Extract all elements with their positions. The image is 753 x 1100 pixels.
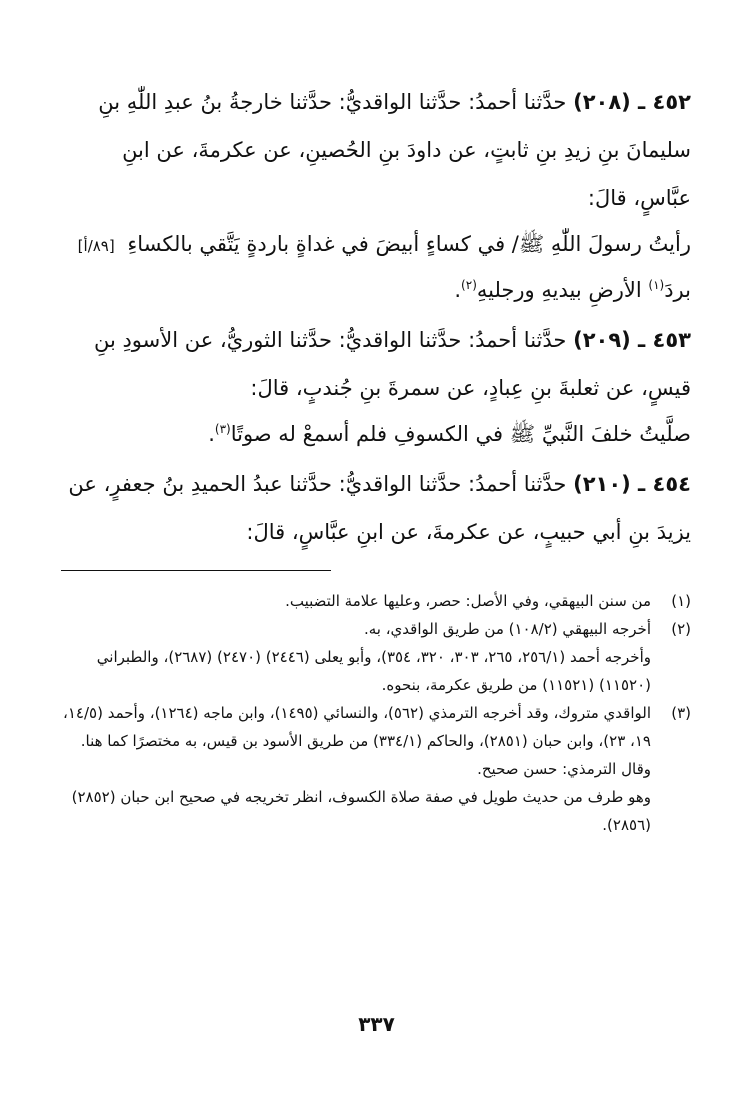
footnote-1 (61, 587, 691, 615)
isnad-text: حدَّثنا أحمدُ: حدَّثنا الواقديُّ: حدَّثنا عبدُ الحميدِ بنُ جعفرٍ، عن يزيدَ بنِ أبي حبيبٍ، عن عكرمةَ، عن ابنِ عبَّاسٍ، قالَ: (68, 472, 691, 544)
footnote-number: (٢) (671, 620, 691, 638)
footnote-2-cont: وأخرجه أحمد (٢٥٦/١، ٢٦٥، ٣٠٣، ٣٢٠، ٣٥٤)، وأبو يعلى (٢٤٤٦) (٢٤٧٠) (٢٦٨٧)، والطبراني (١١٥٢٠) (١١٥٢١) من طريق عكرمة، بنحوه. (96, 648, 651, 694)
matn-text: صلَّيتُ خلفَ النَّبيِّ ﷺ في الكسوفِ فلم أسمعْ له صوتًا (230, 422, 691, 446)
hadith-453-isnad (61, 316, 691, 412)
end-mark: . (454, 278, 462, 302)
footnote-text: من سنن البيهقي، وفي الأصل: حصر، وعليها علامة التضبيب. (285, 592, 651, 610)
page-number: ٣٣٧ (358, 1012, 395, 1036)
hadith-453-matn (61, 412, 691, 456)
footnote-ref: (١) (648, 278, 665, 292)
footnote-number: (٣) (671, 704, 691, 722)
isnad-text: حدَّثنا أحمدُ: حدَّثنا الواقديُّ: حدَّثنا خارجةُ بنُ عبدِ اللّٰهِ بنِ سليمانَ بنِ زيدِ بنِ ثابتٍ، عن داودَ بنِ الحُصينِ، عن عكرمةَ، عن ابنِ عبَّاسٍ، قالَ: (98, 90, 691, 210)
end-mark: . (208, 422, 215, 446)
isnad-text: حدَّثنا أحمدُ: حدَّثنا الواقديُّ: حدَّثنا الثوريُّ، عن الأسودِ بنِ قيسٍ، عن ثعلبةَ بنِ عِبادٍ، عن سمرةَ بنِ جُندبٍ، قالَ: (93, 328, 691, 400)
hadith-number: ٤٥٤ ـ (٢١٠) (573, 472, 691, 496)
footnote-3-cont: وهو طرف من حديث طويل في صفة صلاة الكسوف، انظر تخريجه في صحيح ابن حبان (٢٨٥٢) (٢٨٥٦). (71, 788, 651, 834)
folio-marker: [٨٩/أ] (77, 237, 115, 255)
matn-text: رأيتُ رسولَ اللّٰهِ ﷺ/ في كساءٍ أبيضَ في غداةٍ باردةٍ يَتَّقي بالكساءِ (127, 232, 691, 256)
matn-text: الأرضِ بيديهِ ورجليهِ (476, 278, 642, 302)
footnote-3 (61, 699, 691, 783)
footnote-text: الواقدي متروك، وقد أخرجه الترمذي (٥٦٢)، والنسائي (١٤٩٥)، وابن ماجه (١٢٦٤)، وأحمد (١٤/٥، ١٩، ٢٣)، وابن حبان (٢٨٥١)، والحاكم (٣٣٤/١) من طريق الأسود بن قيس، به مختصرًا كما هنا. وقال الترمذي: حسن صحيح. (63, 704, 651, 778)
footnote-text: أخرجه البيهقي (١٠٨/٢) من طريق الواقدي، به. (363, 620, 651, 638)
hadith-452-isnad (61, 78, 691, 222)
footnote-number: (١) (671, 592, 691, 610)
footnote-separator (61, 570, 331, 571)
footnotes (61, 587, 691, 839)
hadith-452-matn (61, 222, 691, 312)
hadith-number: ٤٥٢ ـ (٢٠٨) (573, 90, 691, 114)
footnote-2 (61, 615, 691, 643)
matn-text: بردَ (664, 278, 691, 302)
hadith-454-isnad (61, 460, 691, 556)
footnote-ref: (٣) (214, 422, 231, 436)
page-body (61, 78, 691, 839)
hadith-number: ٤٥٣ ـ (٢٠٩) (573, 328, 691, 352)
footnote-ref: (٢) (461, 278, 477, 292)
